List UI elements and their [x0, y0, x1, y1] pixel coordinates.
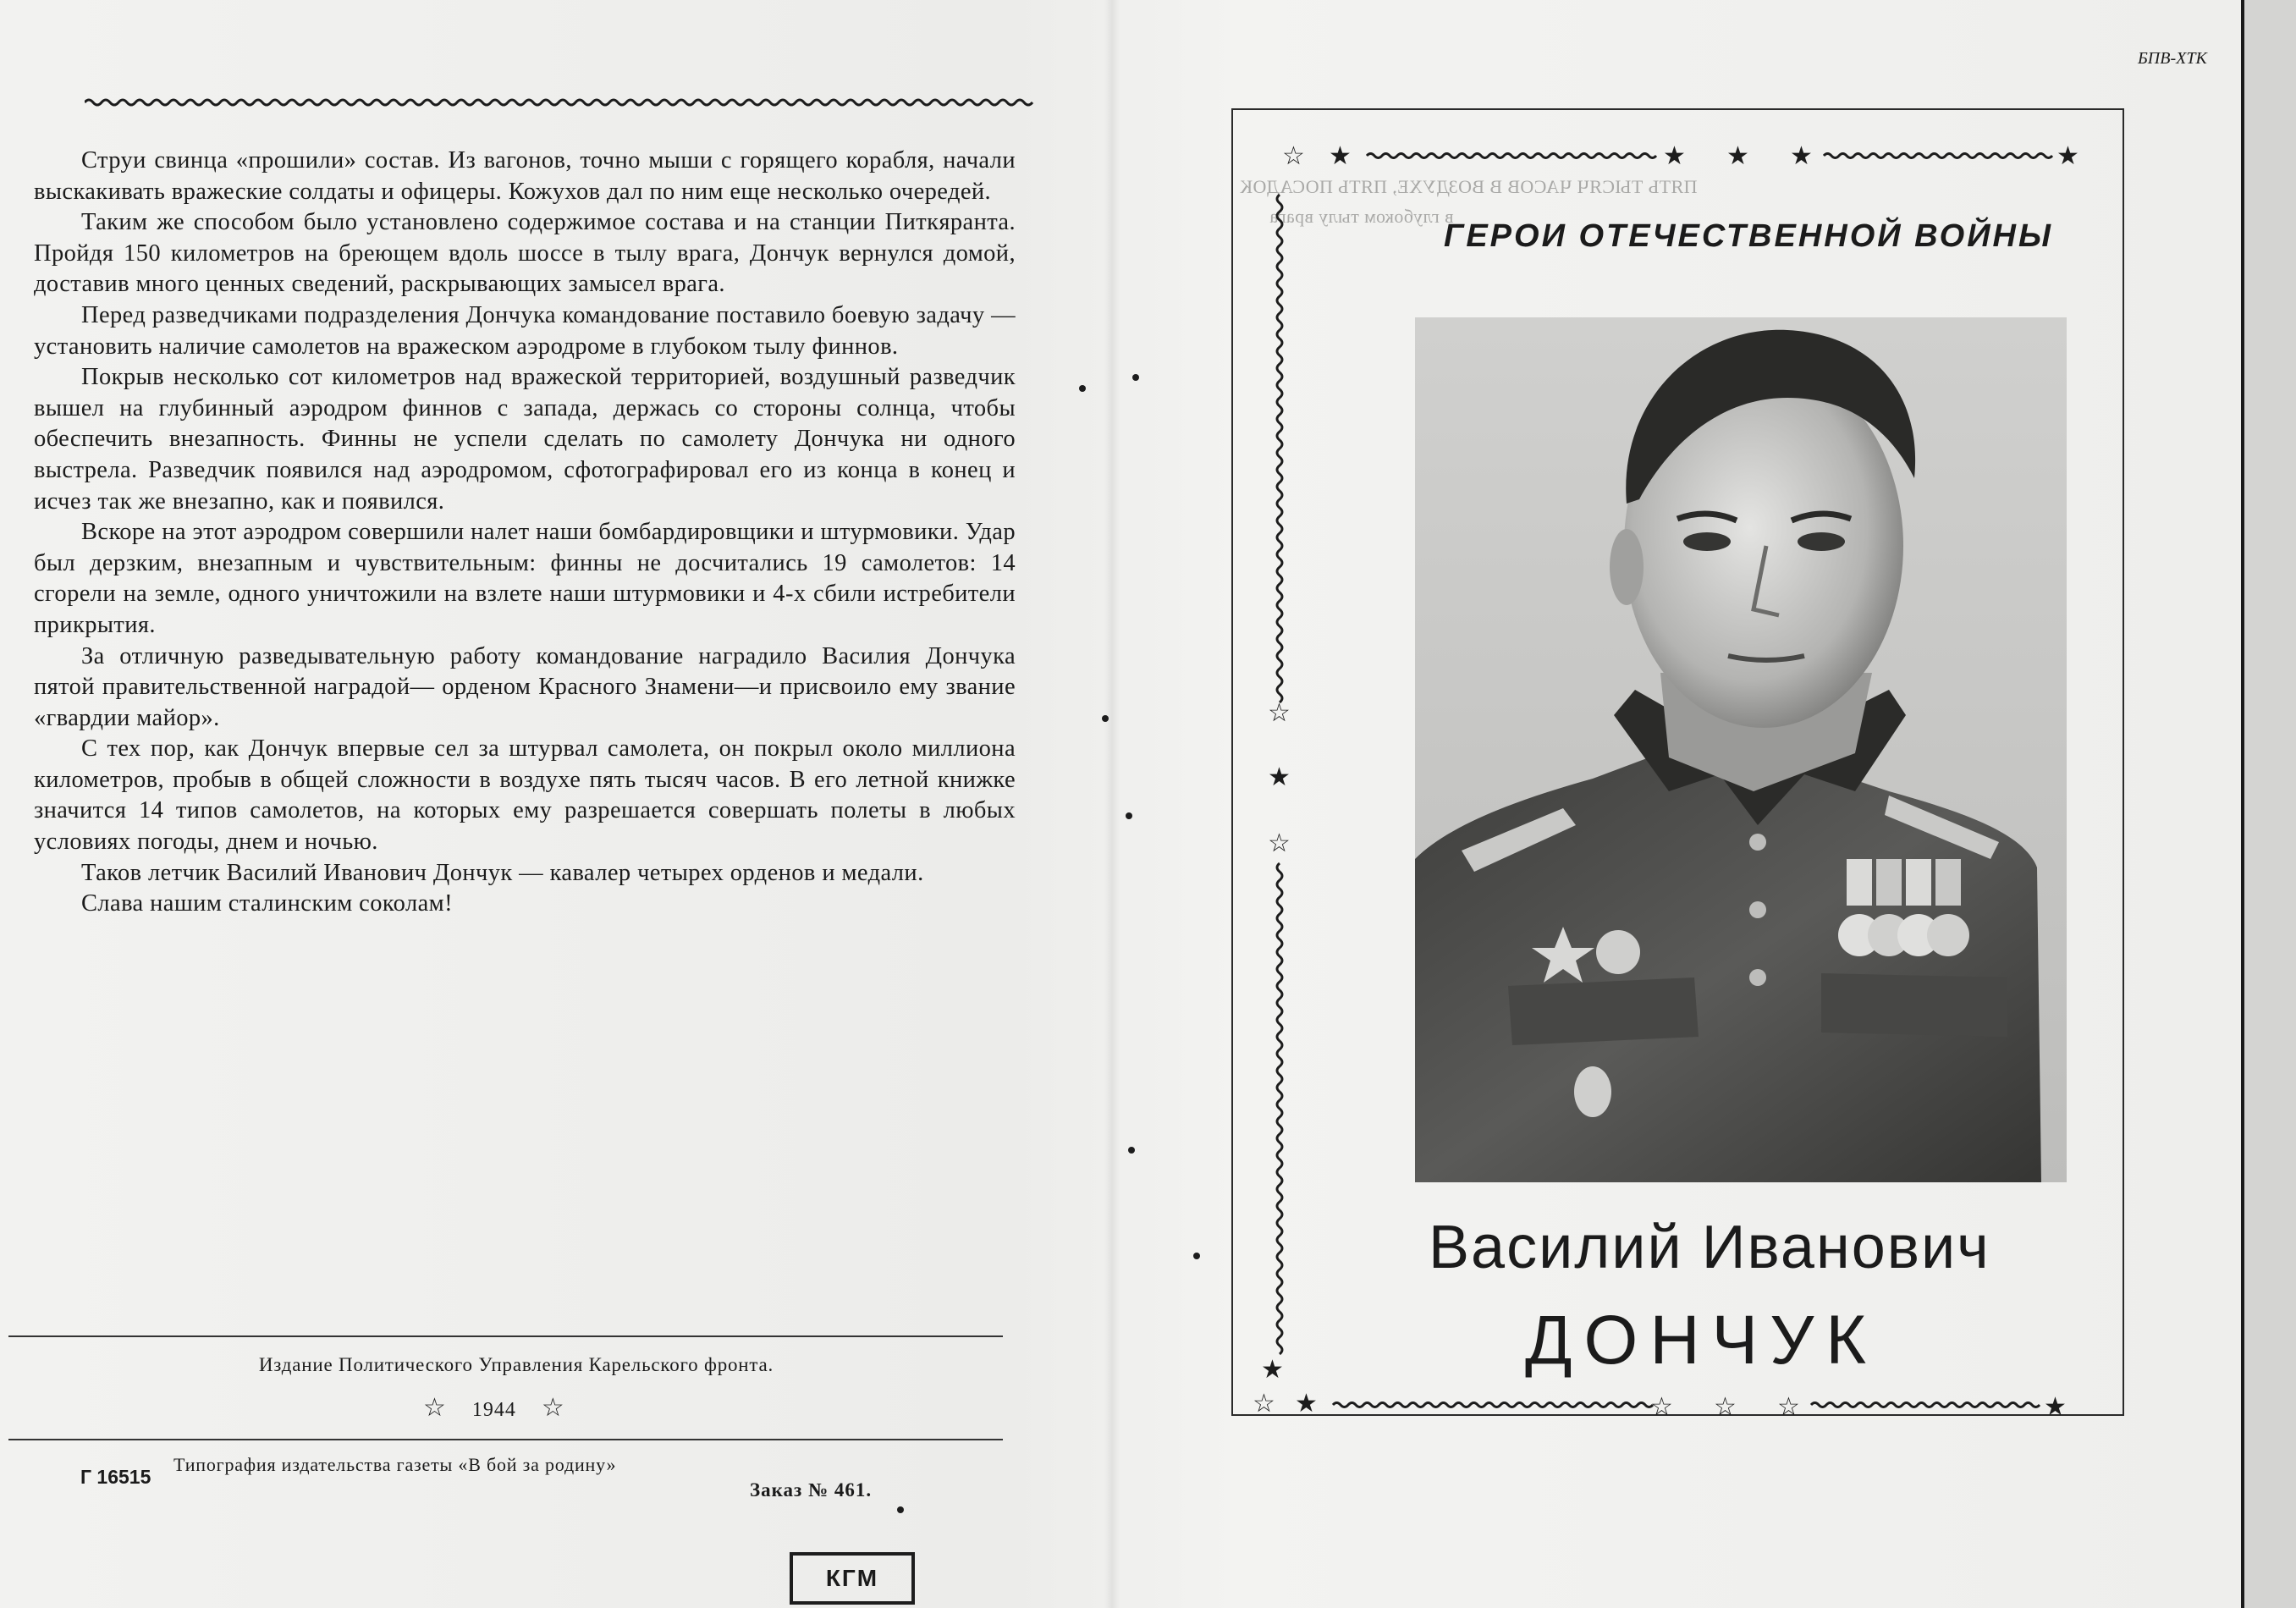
- print-speck: [1128, 1147, 1135, 1154]
- print-speck: [1079, 385, 1086, 392]
- top-wavy-rule: [85, 90, 1037, 115]
- paragraph: Покрыв несколько сот километров над вражеской территорией, воздушный разведчик вышел на глубинный аэродром финнов с запада, держась со стороны солнца, чтобы обеспечить внезапность. Финны не успели сделать по самолету Дончука ни одного выстрела. Разведчик появился над аэродромом, сфотографировал его из конца в конец и исчез так же внезапно, как и появился.: [34, 364, 1016, 515]
- frame-top-ornament: [1282, 140, 2086, 171]
- page-fold: [1104, 0, 1120, 1608]
- hero-last-name: ДОНЧУК: [1525, 1302, 1879, 1379]
- paragraph: Перед разведчиками подразделения Дончука командование поставило боевую задачу — установить наличие самолетов на вражеском аэродроме в глубоком тылу финнов.: [34, 301, 1016, 360]
- print-speck: [1102, 715, 1109, 722]
- paragraph: Слава нашим сталинским соколам!: [81, 890, 453, 917]
- print-speck: [1132, 374, 1139, 381]
- svg-text:☆: ☆: [1650, 1392, 1673, 1422]
- year-line: [398, 1393, 591, 1423]
- svg-text:☆: ☆: [1777, 1392, 1800, 1422]
- star-icon: ☆: [423, 1394, 447, 1422]
- svg-text:★: ★: [1295, 1389, 1318, 1418]
- order-code: Г 16515: [80, 1466, 151, 1488]
- imprint-bottom-rule: [8, 1439, 1003, 1440]
- frame-left-ornament: [1261, 169, 1298, 1405]
- order-number: Заказ № 461.: [750, 1479, 873, 1501]
- archive-stamp: КГМ: [790, 1552, 915, 1605]
- svg-text:☆: ☆: [1282, 141, 1305, 171]
- paragraph: За отличную разведывательную работу командование наградило Василия Дончука пятой правительственной наградой— орденом Красного Знамени—и присвоило ему звание «гвардии майор».: [34, 642, 1016, 731]
- paragraph: Таков летчик Василий Иванович Дончук — кавалер четырех орденов и медали.: [81, 859, 924, 886]
- hero-first-name: Василий Иванович: [1429, 1214, 1990, 1281]
- typography-line: Типография издательства газеты «В бой за родину»: [173, 1454, 617, 1475]
- svg-text:☆: ☆: [1714, 1392, 1737, 1422]
- svg-text:★: ★: [1663, 141, 1686, 171]
- print-speck: [1126, 812, 1132, 819]
- svg-text:★: ★: [1726, 141, 1749, 171]
- print-speck: [897, 1506, 904, 1513]
- paragraph: Струи свинца «прошили» состав. Из вагонов, точно мыши с горящего корабля, начали выскакивать вражеские солдаты и офицеры. Кожухов дал по ним еще несколько очередей.: [34, 147, 1016, 205]
- svg-text:☆: ☆: [1268, 698, 1291, 728]
- svg-text:☆: ☆: [1268, 829, 1291, 858]
- frame-bottom-ornament: [1253, 1386, 2073, 1424]
- svg-text:★: ★: [1329, 141, 1352, 171]
- year: 1944: [471, 1399, 516, 1421]
- paragraph: Вскоре на этот аэродром совершили налет наши бомбардировщики и штурмовики. Удар был дерзким, внезапным и чувствительным: финны не досчитались 19 самолетов: 14 сгорели на земле, одного уничтожили на взлете наши штурмовики и 4-х сбили истребители прикрытия.: [34, 519, 1016, 638]
- imprint-line: Издание Политического Управления Карельского фронта.: [258, 1354, 774, 1375]
- paragraph: С тех пор, как Дончук впервые сел за штурвал самолета, он покрыл около миллиона километров, пробыв в общей сложности в воздухе пять тысяч часов. В его летной книжке значится 14 типов самолетов, на которых ему разрешается совершать полеты в любых условиях погоды, днем и ночью.: [34, 735, 1016, 856]
- bleed-through-subhead: в глубоком тылу врага: [1269, 206, 1454, 227]
- section-heading: ГЕРОИ ОТЕЧЕСТВЕННОЙ ВОЙНЫ: [1444, 218, 2053, 254]
- imprint-top-rule: [8, 1335, 1003, 1337]
- paragraph: Таким же способом было установлено содержимое состава и на станции Питкяранта. Пройдя 150 километров на бреющем вдоль шоссе в тылу врага, Дончук вернулся домой, доставив много ценных сведений, раскрывающих замысел врага.: [34, 209, 1016, 298]
- portrait-photo: [1415, 317, 2067, 1182]
- svg-text:★: ★: [2044, 1392, 2067, 1422]
- svg-text:☆: ☆: [1253, 1389, 1275, 1418]
- archive-handwritten-mark: БПВ-ХТК: [2138, 49, 2207, 68]
- star-icon: ☆: [541, 1394, 565, 1422]
- svg-text:★: ★: [1261, 1355, 1284, 1385]
- article-text: [34, 146, 1016, 920]
- svg-text:★: ★: [2056, 141, 2079, 171]
- svg-text:★: ★: [1268, 763, 1291, 792]
- print-speck: [1193, 1253, 1200, 1259]
- svg-text:★: ★: [1790, 141, 1813, 171]
- photo-edge: [2241, 0, 2244, 1608]
- bleed-through-headline: ПЯТЬ ТЫСЯЧ ЧАСОВ В ВОЗДУХЕ, ПЯТЬ ПОСАДОК: [1240, 176, 1698, 197]
